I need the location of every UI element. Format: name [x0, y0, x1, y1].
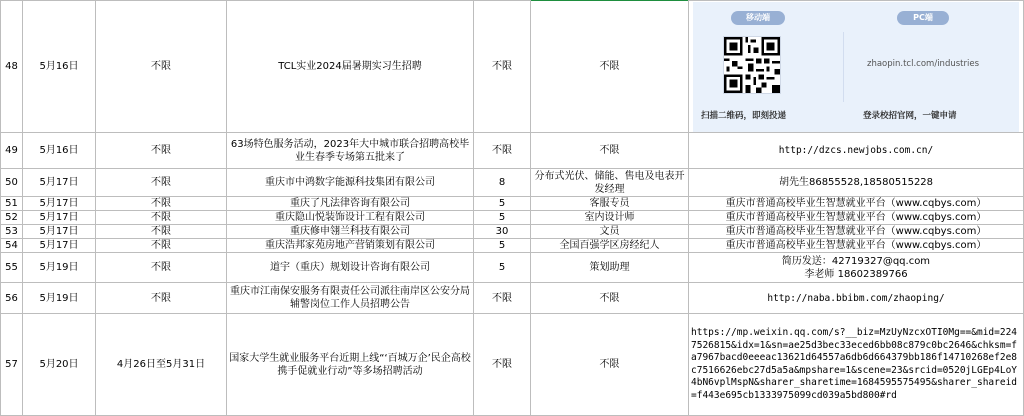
site-url: zhaopin.tcl.com/industries: [867, 59, 979, 69]
apply-period: 不限: [96, 211, 227, 225]
hire-count: 不限: [474, 314, 531, 416]
table-row: [1, 133, 1024, 169]
row-number: 55: [1, 253, 23, 283]
contact-cell: [689, 1, 1024, 133]
table-row: [1, 197, 1024, 211]
contact-info: 重庆市普通高校毕业生智慧就业平台（www.cqbys.com）: [689, 211, 1024, 225]
table-row: [1, 314, 1024, 416]
table-row: [1, 169, 1024, 197]
row-number: 50: [1, 169, 23, 197]
table-row: [1, 211, 1024, 225]
recruiter-title: 国家大学生就业服务平台近期上线“‘百城万企’民企高校携手促就业行动”等多场招聘活动: [227, 314, 474, 416]
position: 文员: [531, 225, 689, 239]
apply-period: 不限: [96, 1, 227, 133]
hire-count: 5: [474, 197, 531, 211]
table-row: [1, 239, 1024, 253]
qr-card: [693, 2, 1019, 132]
card-divider: [843, 32, 844, 102]
post-date: 5月19日: [23, 253, 96, 283]
hire-count: 5: [474, 239, 531, 253]
apply-period: 不限: [96, 169, 227, 197]
contact-info: 重庆市普通高校毕业生智慧就业平台（www.cqbys.com）: [689, 197, 1024, 211]
post-date: 5月17日: [23, 225, 96, 239]
post-date: 5月20日: [23, 314, 96, 416]
row-number: 53: [1, 225, 23, 239]
table-row: [1, 253, 1024, 283]
hire-count: 不限: [474, 1, 531, 133]
apply-period: 不限: [96, 225, 227, 239]
contact-info: 重庆市普通高校毕业生智慧就业平台（www.cqbys.com）: [689, 225, 1024, 239]
qr-code-icon: [723, 36, 781, 94]
row-number: 56: [1, 283, 23, 314]
mobile-caption: 扫描二维码，即刻投递: [701, 111, 787, 121]
row-number: 54: [1, 239, 23, 253]
contact-info: 胡先生86855528,18580515228: [689, 169, 1024, 197]
recruiter-title: 重庆了凡法律咨询有限公司: [227, 197, 474, 211]
recruiter-title: 重庆市中鸿数字能源科技集团有限公司: [227, 169, 474, 197]
row-number: 57: [1, 314, 23, 416]
table-row: [1, 225, 1024, 239]
mobile-label: 移动端: [731, 11, 785, 25]
position: 全国百强学区房经纪人: [531, 239, 689, 253]
position: 室内设计师: [531, 211, 689, 225]
apply-period: 不限: [96, 133, 227, 169]
apply-period: 不限: [96, 239, 227, 253]
post-date: 5月16日: [23, 133, 96, 169]
post-date: 5月17日: [23, 169, 96, 197]
apply-period: 4月26日至5月31日: [96, 314, 227, 416]
pc-label: PC端: [897, 11, 949, 25]
position: 分布式光伏、储能、售电及电表开发经理: [531, 169, 689, 197]
recruiter-title: 重庆浩邦家苑房地产营销策划有限公司: [227, 239, 474, 253]
post-date: 5月17日: [23, 211, 96, 225]
table-row: [1, 283, 1024, 314]
contact-link[interactable]: http://dzcs.newjobs.com.cn/: [689, 133, 1024, 169]
apply-period: 不限: [96, 283, 227, 314]
contact-info: [689, 253, 1024, 283]
position: 不限: [531, 1, 689, 133]
row-number: 51: [1, 197, 23, 211]
contact-link[interactable]: https://mp.weixin.qq.com/s?__biz=MzUyNzcxOTI0Mg==&mid=2247526815&idx=1&sn=ae25d3bec33eced6bb08c879c0bc2646&chksm=fa7967bacd0eeeac13621d64557a6db6d664379bb186f14710268ef2e8c7516626ebc27d5a5a&mpshare=1&scene=23&srcid=0520jLGEp4LoY4bN6vplMspN&sharer_sharetime=1684595575495&sharer_shareid=f443e695cb1333975099cd039a5bd800#rd: [689, 314, 1024, 416]
position: 不限: [531, 314, 689, 416]
contact-email: 简历发送：42719327@qq.com: [781, 255, 931, 267]
hire-count: 5: [474, 211, 531, 225]
contact-link[interactable]: http://naba.bbibm.com/zhaoping/: [689, 283, 1024, 314]
position: 客服专员: [531, 197, 689, 211]
contact-phone: 李老师 18602389766: [804, 268, 908, 280]
position: 不限: [531, 133, 689, 169]
table-row: [1, 1, 1024, 133]
pc-caption: 登录校招官网，一键申请: [863, 111, 957, 121]
recruiter-title: 道宇（重庆）规划设计咨询有限公司: [227, 253, 474, 283]
post-date: 5月17日: [23, 197, 96, 211]
apply-period: 不限: [96, 253, 227, 283]
hire-count: 不限: [474, 283, 531, 314]
row-number: 48: [1, 1, 23, 133]
recruiter-title: 重庆市江南保安服务有限责任公司派往南岸区公安分局辅警岗位工作人员招聘公告: [227, 283, 474, 314]
hire-count: 8: [474, 169, 531, 197]
position: 不限: [531, 283, 689, 314]
post-date: 5月17日: [23, 239, 96, 253]
contact-info: 重庆市普通高校毕业生智慧就业平台（www.cqbys.com）: [689, 239, 1024, 253]
position: 策划助理: [531, 253, 689, 283]
recruiter-title: TCL实业2024届暑期实习生招聘: [227, 1, 474, 133]
apply-period: 不限: [96, 197, 227, 211]
row-number: 49: [1, 133, 23, 169]
recruiter-title: 重庆修申翎兰科技有限公司: [227, 225, 474, 239]
hire-count: 5: [474, 253, 531, 283]
recruiter-title: 63场特色服务活动，2023年大中城市联合招聘高校毕业生春季专场第五批来了: [227, 133, 474, 169]
row-number: 52: [1, 211, 23, 225]
recruiter-title: 重庆隐山悦装饰设计工程有限公司: [227, 211, 474, 225]
hire-count: 不限: [474, 133, 531, 169]
post-date: 5月19日: [23, 283, 96, 314]
hire-count: 30: [474, 225, 531, 239]
post-date: 5月16日: [23, 1, 96, 133]
